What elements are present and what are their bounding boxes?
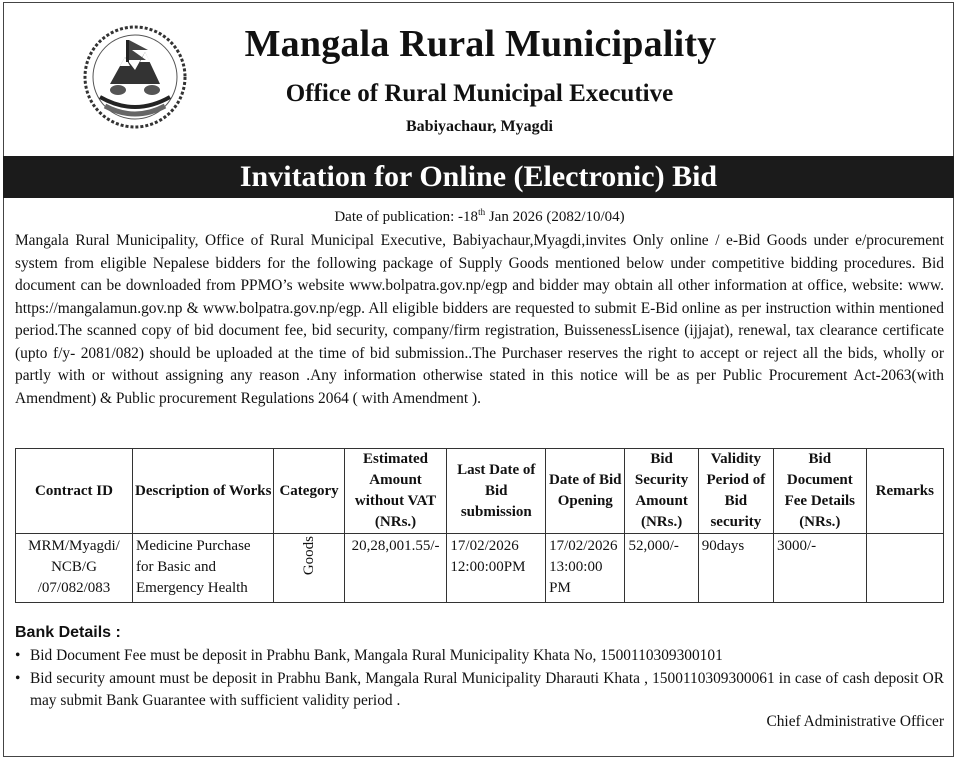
col-opening-date: Date of Bid Opening [546,449,625,534]
col-last-date: Last Date of Bid submission [447,449,546,534]
cell-contract-id: MRM/Myagdi/ NCB/G /07/082/083 [16,534,133,603]
bank-item-text: Bid Document Fee must be deposit in Prabhu Bank, Mangala Rural Municipality Khata No, 1500110309300101 [30,647,723,664]
cell-description: Medicine Purchase for Basic and Emergency Health [133,534,274,603]
col-validity: Validity Period of Bid security [698,449,773,534]
col-doc-fee: Bid Document Fee Details (NRs.) [774,449,867,534]
signature: Chief Administrative Officer [766,713,944,730]
banner-title: Invitation for Online (Electronic) Bid [239,160,718,193]
pub-date-prefix: Date of publication: -18 [334,209,479,225]
notice-body: Mangala Rural Municipality, Office of Rural Municipal Executive, Babiyachaur,Myagdi,invites Only online / e-Bid Goods under e/procurement system from eligible Nepalese bidders for the following package of Supply Goods mentioned below under competitive bidding procedures. Bid document can be downloaded from PPMO’s website www.bolpatra.gov.np/egp and bidder may obtain all other information at office, website: www. https://mangalamun.gov.np & www.bolpatra.gov.np/egp. All eligible bidders are requested to submit E-Bid online as per instruction within mentioned period.The scanned copy of bid document fee, bid security, company/firm registration, BuissenessLisence (ijjajat), renewal, tax clearance certificate (upto f/y- 2081/082) should be uploaded at the time of bid submission..The Purchaser reserves the right to accept or reject all the bids, wholly or partly with or without assigning any reason .Any information otherwise stated in this notice will be as per Public Procurement Act-2063(with Amendment) & Public procurement Regulations 2064 ( with Amendment ). [15,232,944,407]
bullet-icon: • [15,669,21,687]
pub-date-superscript: th [478,207,486,217]
publication-date [0,207,959,226]
office-address: Babiyachaur, Myagdi [406,118,553,135]
col-bid-security: Bid Security Amount (NRs.) [625,449,698,534]
cell-bid-security: 52,000/- [625,534,698,603]
bank-details-list [15,645,944,713]
cell-category [274,534,344,603]
org-name: Mangala Rural Municipality [244,23,717,65]
col-category: Category [274,449,344,534]
cell-opening-date: 17/02/2026 13:00:00 PM [546,534,625,603]
col-description: Description of Works [133,449,274,534]
cell-last-date: 17/02/2026 12:00:00PM [447,534,546,603]
table-row [16,534,944,603]
cell-remarks [866,534,943,603]
bid-table [15,448,944,603]
notice-banner [3,156,954,198]
list-item [15,668,944,713]
col-contract-id: Contract ID [16,449,133,534]
list-item [15,645,944,668]
col-remarks: Remarks [866,449,943,534]
bank-item-text: Bid security amount must be deposit in Prabhu Bank, Mangala Rural Municipality Dharauti Khata , 1500110309300061 in case of cash deposit OR may submit Bank Guarantee with sufficient validity period . [30,669,944,709]
cell-doc-fee: 3000/- [774,534,867,603]
bank-details-title: Bank Details : [15,624,121,641]
pub-date-suffix: Jan 2026 (2082/10/04) [485,209,625,225]
col-estimated-amount: Estimated Amount without VAT (NRs.) [344,449,447,534]
category-text: Goods [300,536,317,576]
bullet-icon: • [15,647,21,664]
cell-estimated-amount: 20,28,001.55/- [344,534,447,603]
office-title: Office of Rural Municipal Executive [285,80,674,107]
table-header-row [16,449,944,534]
cell-validity: 90days [698,534,773,603]
